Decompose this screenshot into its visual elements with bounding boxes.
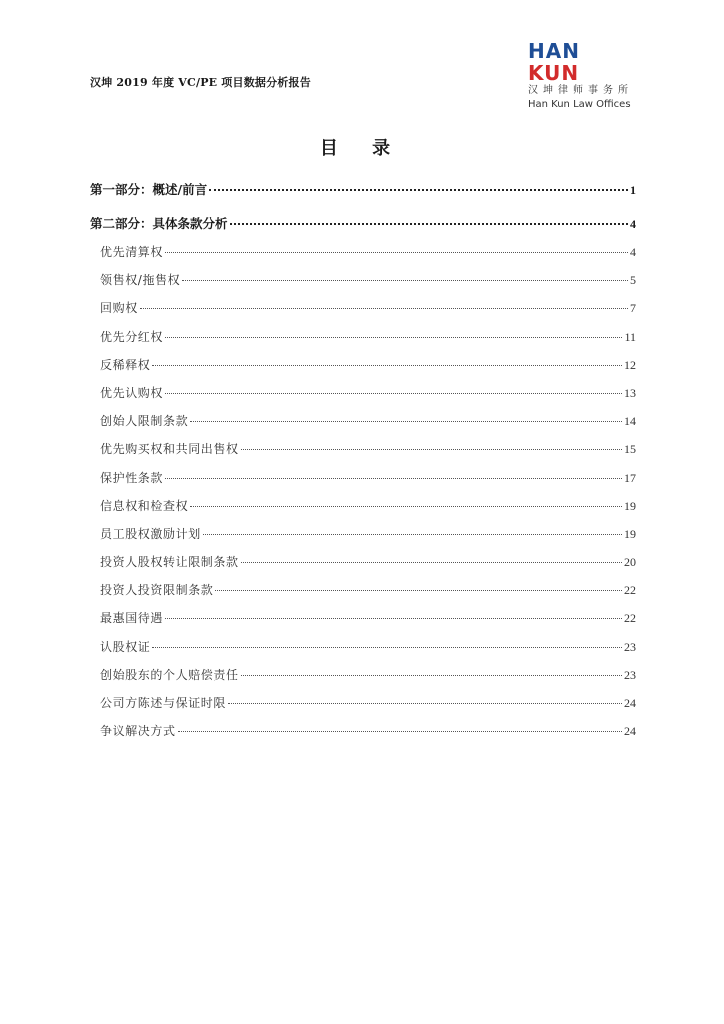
toc-page-number: 14 bbox=[624, 414, 636, 429]
toc-leader-dots bbox=[215, 590, 622, 591]
logo-chinese-name: 汉坤律师事务所 bbox=[528, 85, 633, 96]
toc-leader-dots bbox=[182, 280, 628, 281]
toc-item-label: 回购权 bbox=[100, 301, 138, 316]
toc-item[interactable] bbox=[90, 242, 636, 270]
toc-leader-dots bbox=[165, 337, 622, 338]
toc-leader-dots bbox=[140, 308, 628, 309]
toc-page-number: 7 bbox=[630, 301, 636, 316]
toc-page-number: 23 bbox=[624, 639, 636, 654]
toc-leader-dots bbox=[190, 506, 622, 507]
toc-item-label: 员工股权激励计划 bbox=[100, 526, 201, 541]
toc-part-2[interactable] bbox=[90, 214, 636, 242]
toc-leader-dots bbox=[152, 647, 622, 648]
toc-page-number: 24 bbox=[624, 696, 636, 710]
toc-item[interactable] bbox=[90, 298, 636, 326]
toc-leader-dots bbox=[241, 449, 622, 450]
toc-part-label: 第一部分：概述/前言 bbox=[90, 182, 208, 197]
toc-item[interactable] bbox=[90, 580, 636, 608]
toc-leader-dots bbox=[165, 393, 622, 394]
toc-leader-dots bbox=[178, 731, 622, 732]
toc-page-number: 12 bbox=[624, 357, 636, 372]
toc-leader-dots bbox=[230, 223, 628, 225]
toc-item-label: 最惠国待遇 bbox=[100, 611, 164, 626]
toc-page-number: 15 bbox=[624, 442, 636, 457]
toc-item-label: 投资人股权转让限制条款 bbox=[100, 555, 239, 570]
logo-mark bbox=[528, 40, 636, 84]
toc-title: 目 录 bbox=[319, 138, 405, 159]
logo-english-name: Han Kun Law Offices bbox=[528, 99, 631, 110]
toc-page-number: 13 bbox=[624, 385, 636, 400]
toc-page-number: 1 bbox=[630, 183, 636, 197]
toc-page-number: 19 bbox=[624, 526, 636, 541]
toc-item[interactable] bbox=[90, 524, 636, 552]
toc-leader-dots bbox=[165, 478, 622, 479]
toc-item[interactable] bbox=[90, 468, 636, 496]
toc-leader-dots bbox=[241, 562, 622, 563]
toc-item-label: 争议解决方式 bbox=[100, 724, 176, 739]
toc-item-label: 创始人限制条款 bbox=[100, 414, 189, 429]
toc-item[interactable] bbox=[90, 270, 636, 298]
toc-item[interactable] bbox=[90, 411, 636, 439]
toc-leader-dots bbox=[228, 703, 622, 704]
toc-item-label: 认股权证 bbox=[100, 639, 151, 654]
toc-page-number: 23 bbox=[624, 667, 636, 682]
toc-page-number: 24 bbox=[624, 724, 636, 739]
toc-item-label: 优先认购权 bbox=[100, 385, 164, 400]
toc-item[interactable] bbox=[90, 439, 636, 467]
toc-page-number: 17 bbox=[624, 470, 636, 485]
toc-item-label: 投资人投资限制条款 bbox=[100, 583, 214, 598]
toc-leader-dots bbox=[165, 252, 628, 253]
toc-item-label: 反稀释权 bbox=[100, 357, 151, 372]
toc-part-label: 第二部分：具体条款分析 bbox=[90, 216, 228, 231]
toc-item-list bbox=[90, 242, 636, 749]
toc-leader-dots bbox=[152, 365, 622, 366]
toc-item[interactable] bbox=[90, 608, 636, 636]
toc-item[interactable] bbox=[90, 355, 636, 383]
toc-item-label: 创始股东的个人赔偿责任 bbox=[100, 667, 239, 682]
table-of-contents bbox=[90, 180, 636, 749]
toc-item[interactable] bbox=[90, 496, 636, 524]
toc-item[interactable] bbox=[90, 552, 636, 580]
toc-item-label: 优先清算权 bbox=[100, 245, 164, 259]
toc-leader-dots bbox=[209, 189, 628, 191]
toc-leader-dots bbox=[203, 534, 622, 535]
logo-mark-kun: KUN bbox=[528, 61, 580, 85]
toc-page-number: 19 bbox=[624, 498, 636, 513]
toc-item-label: 优先分红权 bbox=[100, 329, 164, 344]
toc-leader-dots bbox=[165, 618, 622, 619]
toc-part-1[interactable] bbox=[90, 180, 636, 208]
toc-item[interactable] bbox=[90, 637, 636, 665]
toc-item-label: 领售权/拖售权 bbox=[100, 273, 181, 288]
toc-page-number: 22 bbox=[624, 583, 636, 598]
toc-page-number: 4 bbox=[630, 217, 636, 231]
toc-leader-dots bbox=[241, 675, 622, 676]
toc-item-label: 优先购买权和共同出售权 bbox=[100, 442, 239, 457]
logo-mark-han: HAN bbox=[528, 39, 580, 63]
toc-item[interactable] bbox=[90, 721, 636, 749]
toc-item[interactable] bbox=[90, 327, 636, 355]
toc-item-label: 公司方陈述与保证时限 bbox=[100, 696, 227, 710]
hankun-logo bbox=[528, 40, 636, 111]
toc-item[interactable] bbox=[90, 383, 636, 411]
toc-page-number: 4 bbox=[630, 245, 636, 259]
toc-item-label: 保护性条款 bbox=[100, 470, 164, 485]
toc-page-number: 20 bbox=[624, 555, 636, 570]
report-header-title: 汉坤 2019 年度 VC/PE 项目数据分析报告 bbox=[90, 76, 311, 89]
toc-item-label: 信息权和检查权 bbox=[100, 498, 189, 513]
toc-page-number: 11 bbox=[624, 329, 636, 344]
toc-item[interactable] bbox=[90, 693, 636, 721]
toc-page-number: 22 bbox=[624, 611, 636, 626]
toc-leader-dots bbox=[190, 421, 622, 422]
toc-page-number: 5 bbox=[630, 273, 636, 288]
toc-item[interactable] bbox=[90, 665, 636, 693]
